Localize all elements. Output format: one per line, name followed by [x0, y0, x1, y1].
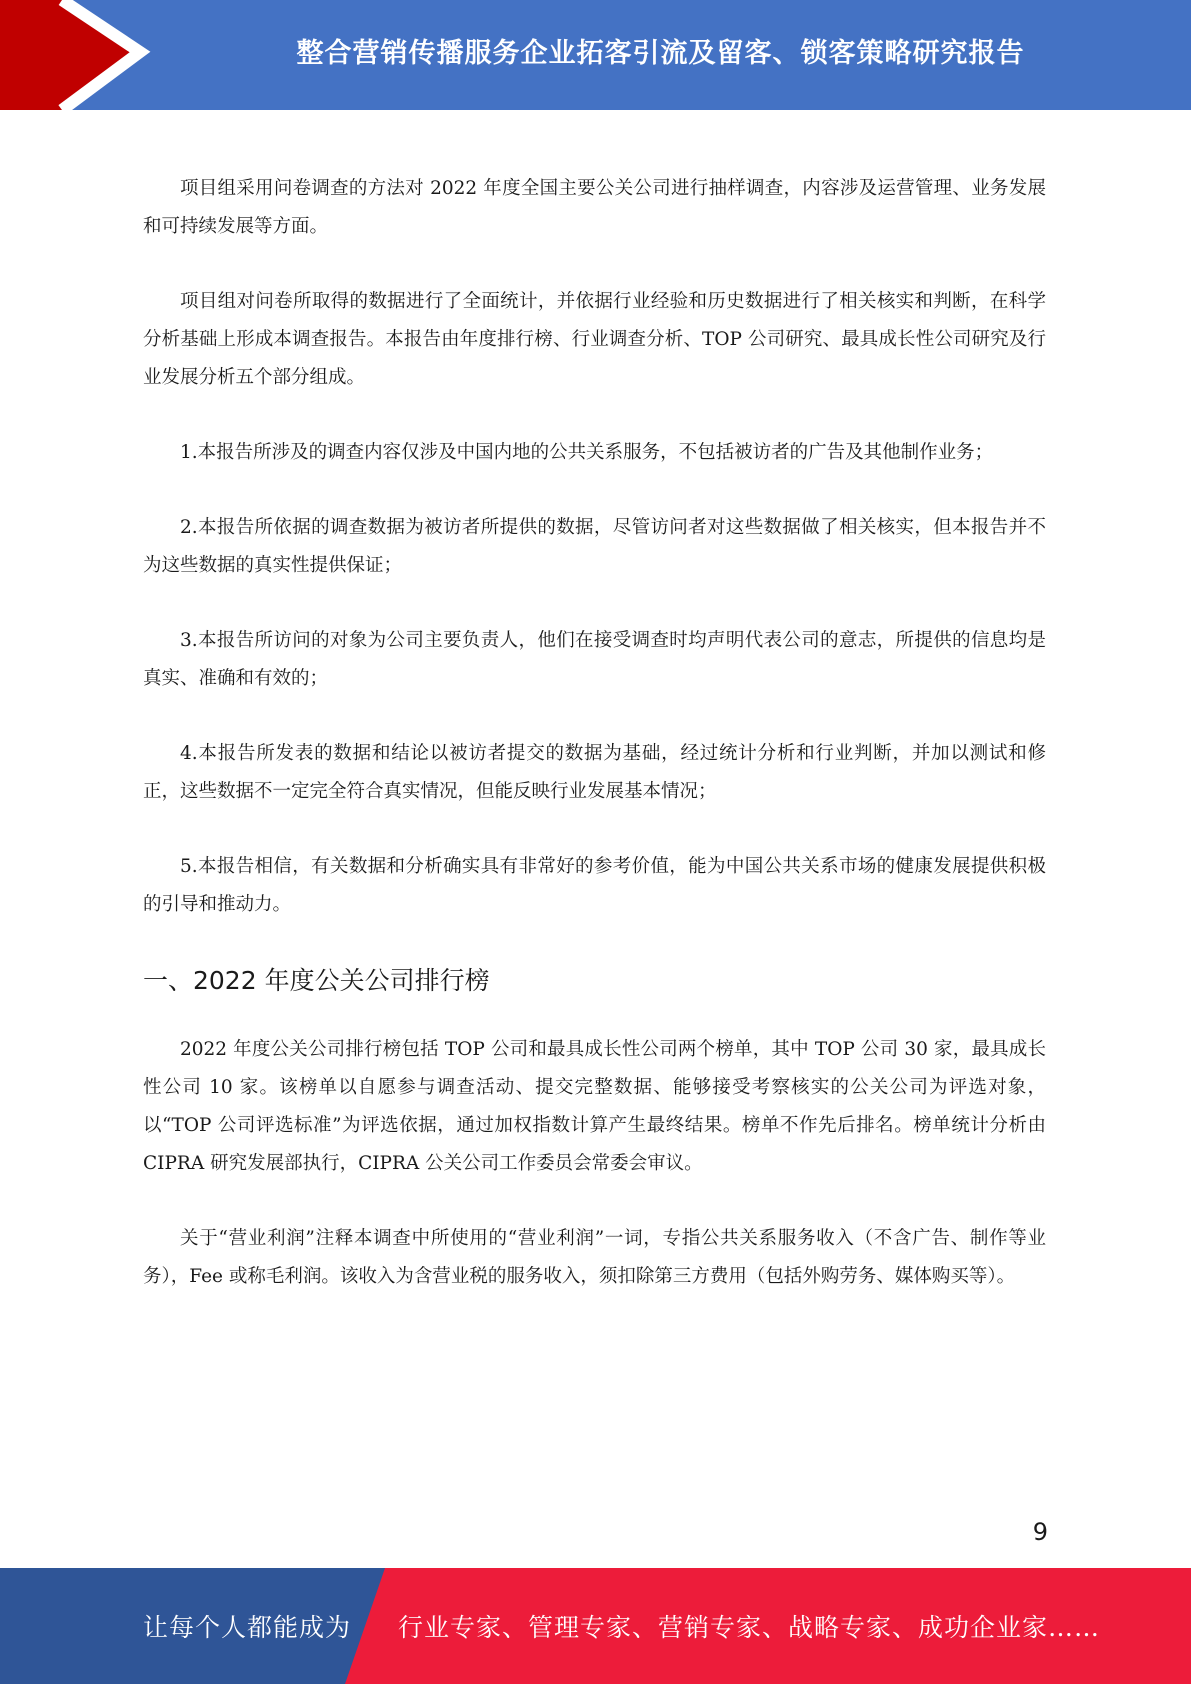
section-heading: 一、2022 年度公关公司排行榜	[143, 966, 490, 995]
page-number: 9	[1032, 1518, 1048, 1546]
footer-slogan-left: 让每个人都能成为	[143, 1613, 352, 1642]
header-title: 整合营销传播服务企业拓客引流及留客、锁客策略研究报告	[296, 37, 1025, 69]
document-body	[143, 170, 1046, 1333]
profit-definition-paragraph: 关于“营业利润”注释本调查中所使用的“营业利润”一词，专指公共关系服务收入（不含广告、制作等业务），Fee 或称毛利润。该收入为含营业税的服务收入，须扣除第三方费用（包括外购劳务、媒体购买等）。	[143, 1228, 1046, 1287]
footer-slogan-right: 行业专家、管理专家、营销专家、战略专家、成功企业家……	[398, 1613, 1101, 1642]
page-header	[0, 0, 1191, 110]
page-footer	[0, 1568, 1191, 1684]
ranking-paragraph: 2022 年度公关公司排行榜包括 TOP 公司和最具成长性公司两个榜单，其中 TOP 公司 30 家，最具成长性公司 10 家。该榜单以自愿参与调查活动、提交完整数据、能够接受考察核实的公关公司为评选对象，以“TOP 公司评选标准”为评选依据，通过加权指数计算产生最终结果。榜单不作先后排名。榜单统计分析由 CIPRA 研究发展部执行，CIPRA 公关公司工作委员会常委会审议。	[143, 1039, 1046, 1174]
note-paragraph-2: 2.本报告所依据的调查数据为被访者所提供的数据，尽管访问者对这些数据做了相关核实，但本报告并不为这些数据的真实性提供保证；	[143, 517, 1046, 576]
intro-paragraph-2: 项目组对问卷所取得的数据进行了全面统计，并依据行业经验和历史数据进行了相关核实和判断，在科学分析基础上形成本调查报告。本报告由年度排行榜、行业调查分析、TOP 公司研究、最具成长性公司研究及行业发展分析五个部分组成。	[143, 291, 1046, 388]
note-paragraph-4: 4.本报告所发表的数据和结论以被访者提交的数据为基础，经过统计分析和行业判断，并加以测试和修正，这些数据不一定完全符合真实情况，但能反映行业发展基本情况；	[143, 743, 1046, 802]
note-paragraph-3: 3.本报告所访问的对象为公司主要负责人，他们在接受调查时均声明代表公司的意志，所提供的信息均是真实、准确和有效的；	[143, 630, 1046, 689]
intro-paragraph-1: 项目组采用问卷调查的方法对 2022 年度全国主要公关公司进行抽样调查，内容涉及运营管理、业务发展和可持续发展等方面。	[143, 178, 1046, 237]
note-paragraph-1: 1.本报告所涉及的调查内容仅涉及中国内地的公共关系服务，不包括被访者的广告及其他制作业务；	[180, 442, 994, 463]
header-arrow-decoration	[0, 0, 160, 110]
note-paragraph-5: 5.本报告相信，有关数据和分析确实具有非常好的参考价值，能为中国公共关系市场的健康发展提供积极的引导和推动力。	[143, 856, 1046, 915]
